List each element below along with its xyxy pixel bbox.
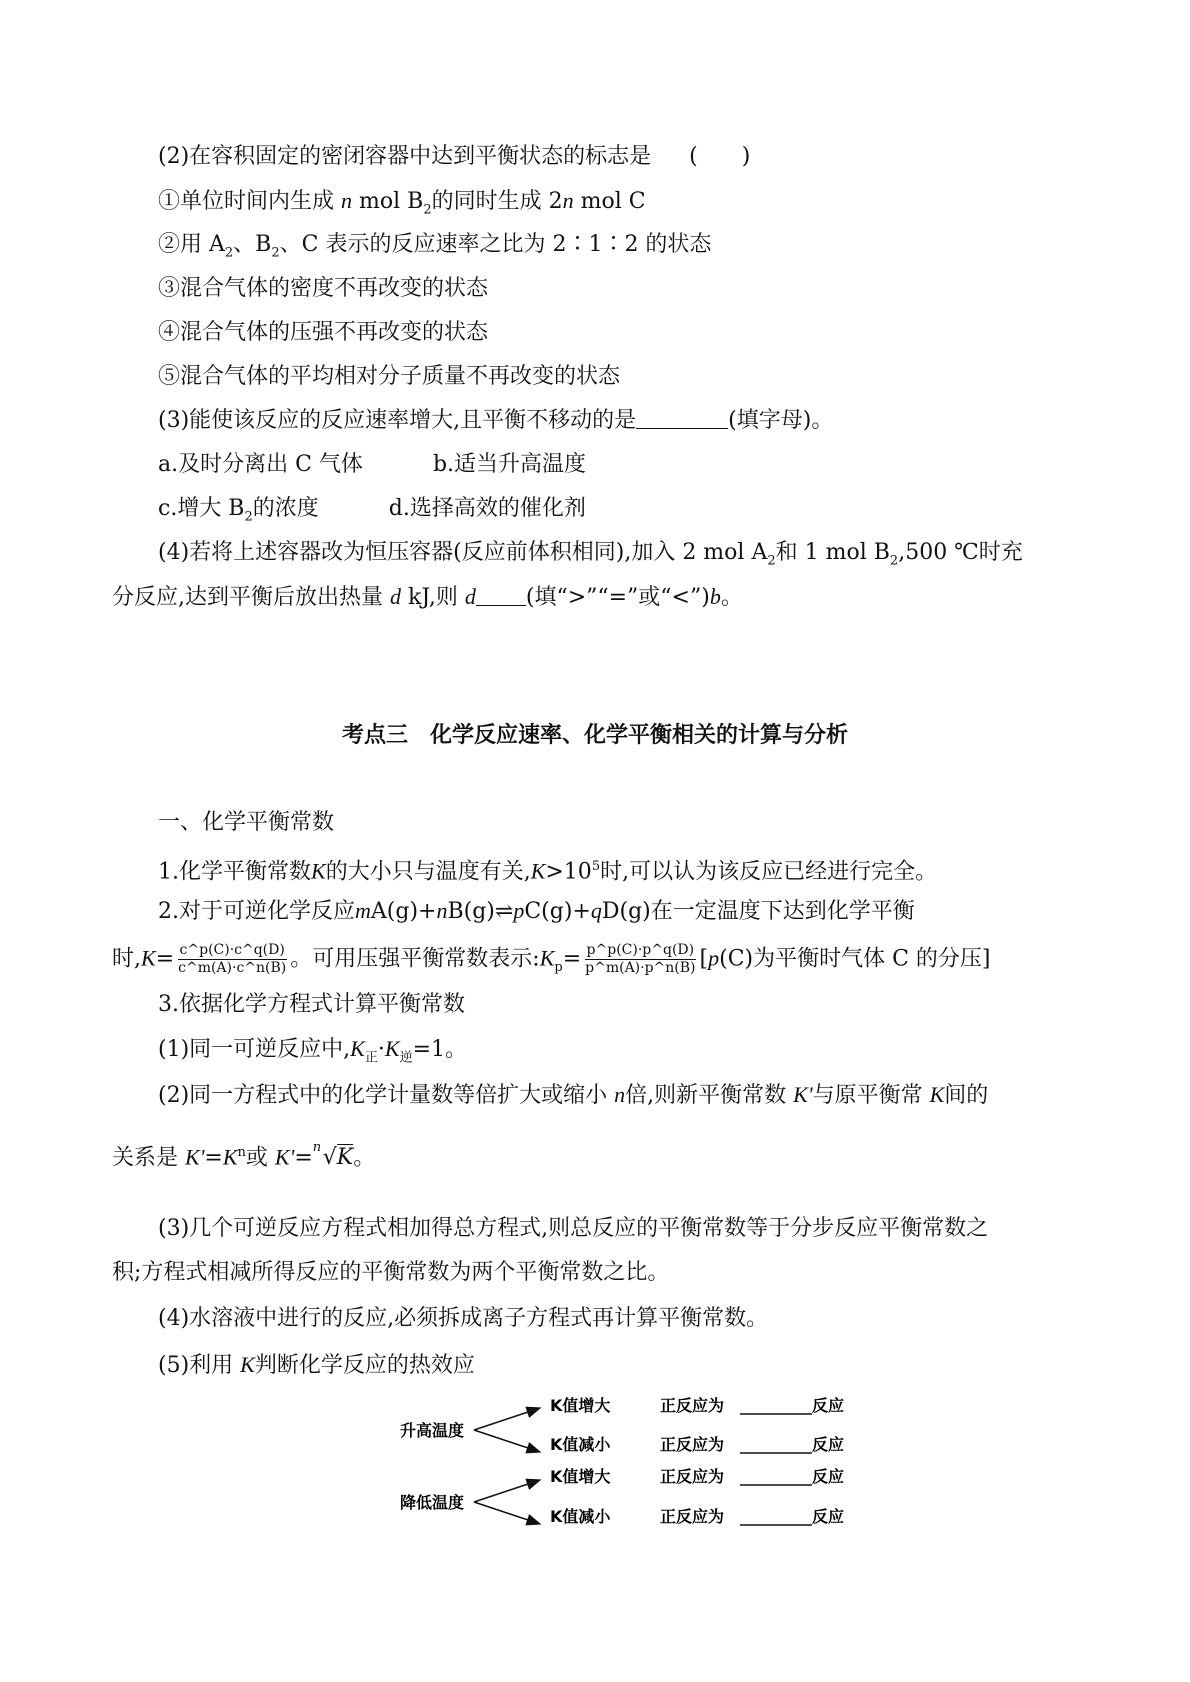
q3-options-cd: c.增大 $B_2$的浓度 d.选择高效的催化剂	[158, 496, 586, 525]
q2-option-3: ③混合气体的密度不再改变的状态	[158, 276, 489, 301]
k-increase-label: K值增大	[550, 1467, 611, 1486]
q2-option-5: ⑤混合气体的平均相对分子质量不再改变的状态	[158, 364, 621, 389]
paragraph-10: (4)水溶液中进行的反应,必须拆成离子方程式再计算平衡常数。	[158, 1306, 769, 1331]
arrow-up-2	[474, 1480, 540, 1502]
section-title: 一、化学平衡常数	[158, 810, 335, 835]
reaction-label: 反应	[812, 1467, 845, 1486]
paragraph-4: 3.依据化学方程式计算平衡常数	[158, 992, 465, 1017]
q4-line-2: 分反应,达到平衡后放出热量 d kJ,则 d (填“>”“=”或“<”)b。	[112, 584, 743, 610]
section-heading: 考点三 化学反应速率、化学平衡相关的计算与分析	[341, 723, 848, 748]
q2-option-1: ①单位时间内生成 n mol $B_2$的同时生成 2n mol C	[158, 188, 646, 218]
paragraph-1: 1.化学平衡常数K的大小只与温度有关$,K>10^5$时,可以认为该反应已经进行完全。	[158, 858, 938, 885]
k-decrease-label: K值减小	[550, 1435, 611, 1454]
arrow-up-1	[474, 1408, 540, 1430]
lower-temp-label: 降低温度	[400, 1493, 465, 1512]
paragraph-6: (2)同一方程式中的化学计量数等倍扩大或缩小 n倍,则新平衡常数 K'与原平衡常 K间的	[158, 1082, 989, 1108]
q4-line-1: (4)若将上述容器改为恒压容器(反应前体积相同),加入 2 mol $A_2$和 1 mol $B_2,500$ ℃时充	[158, 540, 1023, 569]
q2-option-2: ②用 $A_2$、$B_2$、C 表示的反应速率之比为 2∶1∶2 的状态	[158, 232, 712, 261]
equilibrium-arrow: ⇌	[494, 899, 514, 924]
paragraph-2: 2.对于可逆化学反应mA(g)+nB(g)⇌pC(g)+qD(g)在一定温度下达到化学平衡	[158, 898, 915, 924]
reaction-label: 反应	[812, 1396, 845, 1415]
forward-reaction-label: 正反应为	[660, 1396, 725, 1415]
paragraph-7: 关系是 $K'=K^n$或 K'= n √K。	[112, 1138, 375, 1173]
q2-option-4: ④混合气体的压强不再改变的状态	[158, 320, 489, 345]
forward-reaction-label: 正反应为	[660, 1507, 725, 1526]
paragraph-9: 积;方程式相减所得反应的平衡常数为两个平衡常数之比。	[112, 1260, 670, 1285]
q3-options-ab: a.及时分离出 C 气体 b.适当升高温度	[158, 452, 587, 477]
forward-reaction-label: 正反应为	[660, 1467, 725, 1486]
paragraph-3: 时,K= $\frac{c\^{}p(C)\cdot c\^{}q(D)}{c\^{}m(A)\cdot c\^{}n(B)}$ 。可用压强平衡常数表示$:K_p=$ $\frac{p\^{}p(C)\cdot p\^{}q(D)}{p\^{}m(A)\cdot p\^{}n(B)}$ [p(C)为平衡时气体 C 的分压]	[112, 942, 991, 976]
q3-stem: (3)能使该反应的反应速率增大,且平衡不移动的是 (填字母)。	[158, 408, 834, 433]
reaction-label: 反应	[812, 1507, 845, 1526]
reaction-label: 反应	[812, 1435, 845, 1454]
k-fraction: $\frac{c\^{}p(C)\cdot c\^{}q(D)}{c\^{}m(A)\cdot c\^{}n(B)}$	[178, 942, 287, 976]
kp-fraction: $\frac{p\^{}p(C)\cdot p\^{}q(D)}{p\^{}m(A)\cdot p\^{}n(B)}$	[585, 942, 696, 976]
raise-temp-label: 升高温度	[400, 1421, 465, 1440]
k-increase-label: K值增大	[550, 1396, 611, 1415]
forward-reaction-label: 正反应为	[660, 1435, 725, 1454]
nth-root: n √K	[312, 1140, 354, 1171]
q2-stem: (2)在容积固定的密闭容器中达到平衡状态的标志是 ( )	[158, 144, 751, 169]
arrow-down-2	[474, 1502, 540, 1524]
paragraph-11: (5)利用 K判断化学反应的热效应	[158, 1352, 475, 1378]
k-decrease-label: K值减小	[550, 1507, 611, 1526]
paragraph-5: (1)同一可逆反应中$,K_正\cdot K_逆=1$。	[158, 1036, 468, 1066]
paragraph-8: (3)几个可逆反应方程式相加得总方程式,则总反应的平衡常数等于分步反应平衡常数之	[158, 1216, 989, 1241]
arrow-down-1	[474, 1430, 540, 1452]
